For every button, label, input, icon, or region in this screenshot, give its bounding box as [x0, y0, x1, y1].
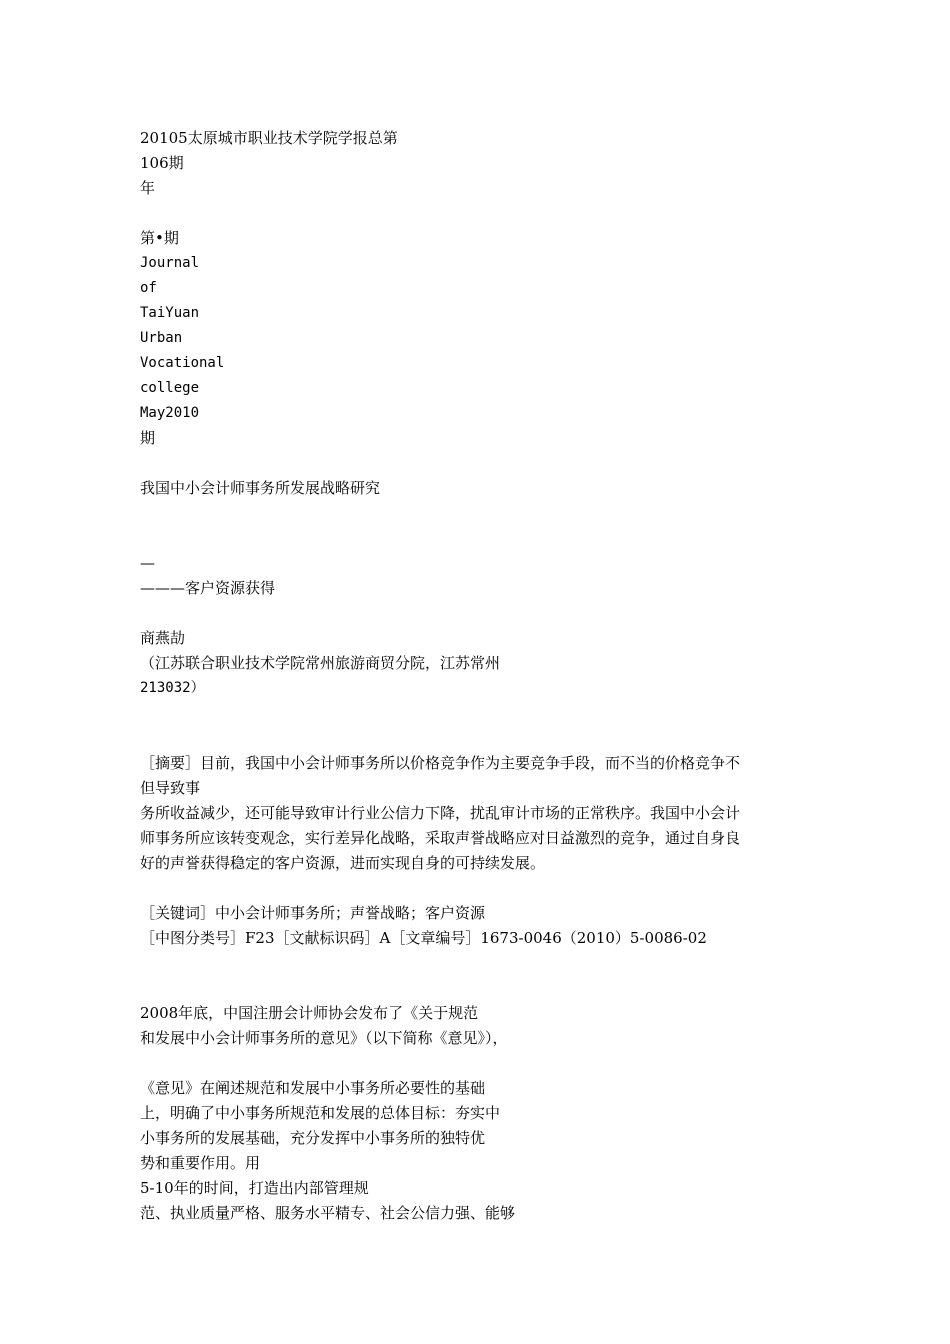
- author-name: 商燕劼: [140, 629, 186, 647]
- body-line: 和发展中小会计师事务所的意见》（以下简称《意见》），: [140, 1029, 508, 1047]
- keywords: ［关键词］中小会计师事务所；声誉战略；客户资源: [140, 904, 486, 922]
- spacer: [140, 451, 820, 476]
- journal-header-line: 20105太原城市职业技术学院学报总第: [140, 129, 398, 147]
- journal-name-word: of: [140, 280, 157, 296]
- article-title: 我国中小会计师事务所发展战略研究: [140, 479, 381, 497]
- body-paragraph: [140, 1001, 820, 1051]
- spacer: [140, 876, 820, 901]
- body-line: 《意见》在阐述规范和发展中小事务所必要性的基础: [140, 1079, 486, 1097]
- spacer: [140, 201, 820, 226]
- journal-name-word: TaiYuan: [140, 305, 200, 321]
- body-line: 势和重要作用。用: [140, 1154, 261, 1172]
- spacer: [140, 701, 820, 751]
- abstract-line: 好的声誉获得稳定的客户资源，进而实现自身的可持续发展。: [140, 854, 546, 872]
- abstract-block: [140, 751, 820, 876]
- subtitle-dash: —: [140, 554, 155, 572]
- author-postcode: 213032）: [140, 680, 205, 696]
- journal-issue-label: 第•期: [140, 229, 179, 247]
- spacer: [140, 601, 820, 626]
- author-affiliation: （江苏联合职业技术学院常州旅游商贸分院，江苏常州: [140, 654, 501, 672]
- journal-year-label: 年: [140, 179, 156, 197]
- journal-name-word: college: [140, 380, 200, 396]
- body-paragraph: [140, 1076, 820, 1226]
- spacer: [140, 501, 820, 551]
- body-line: 上，明确了中小事务所规范和发展的总体目标：夯实中: [140, 1104, 501, 1122]
- body-line: 小事务所的发展基础，充分发挥中小事务所的独特优: [140, 1129, 486, 1147]
- abstract-line: 师事务所应该转变观念，实行差异化战略，采取声誉战略应对日益激烈的竞争，通过自身良: [140, 829, 741, 847]
- body-line: 2008年底，中国注册会计师协会发布了《关于规范: [140, 1004, 479, 1022]
- journal-name-word: Urban: [140, 330, 183, 346]
- spacer: [140, 1051, 820, 1076]
- article-subtitle: ———客户资源获得: [140, 579, 276, 597]
- body-line: 5-10年的时间，打造出内部管理规: [140, 1179, 369, 1197]
- journal-name-word: Vocational: [140, 355, 225, 371]
- classification-info: ［中图分类号］F23［文献标识码］A［文章编号］1673-0046（2010）5-0086-02: [140, 929, 707, 947]
- journal-name-word: Journal: [140, 255, 200, 271]
- abstract-line: 务所收益减少，还可能导致审计行业公信力下降，扰乱审计市场的正常秩序。我国中小会计: [140, 804, 741, 822]
- journal-date: May2010: [140, 405, 200, 421]
- abstract-line: 但导致事: [140, 779, 201, 797]
- abstract-line: ［摘要］目前，我国中小会计师事务所以价格竞争作为主要竞争手段，而不当的价格竞争不: [140, 754, 741, 772]
- journal-period-label: 期: [140, 429, 156, 447]
- body-line: 范、执业质量严格、服务水平精专、社会公信力强、能够: [140, 1204, 516, 1222]
- document-page: [140, 126, 820, 1226]
- journal-issue-total: 106期: [140, 154, 184, 172]
- spacer: [140, 951, 820, 1001]
